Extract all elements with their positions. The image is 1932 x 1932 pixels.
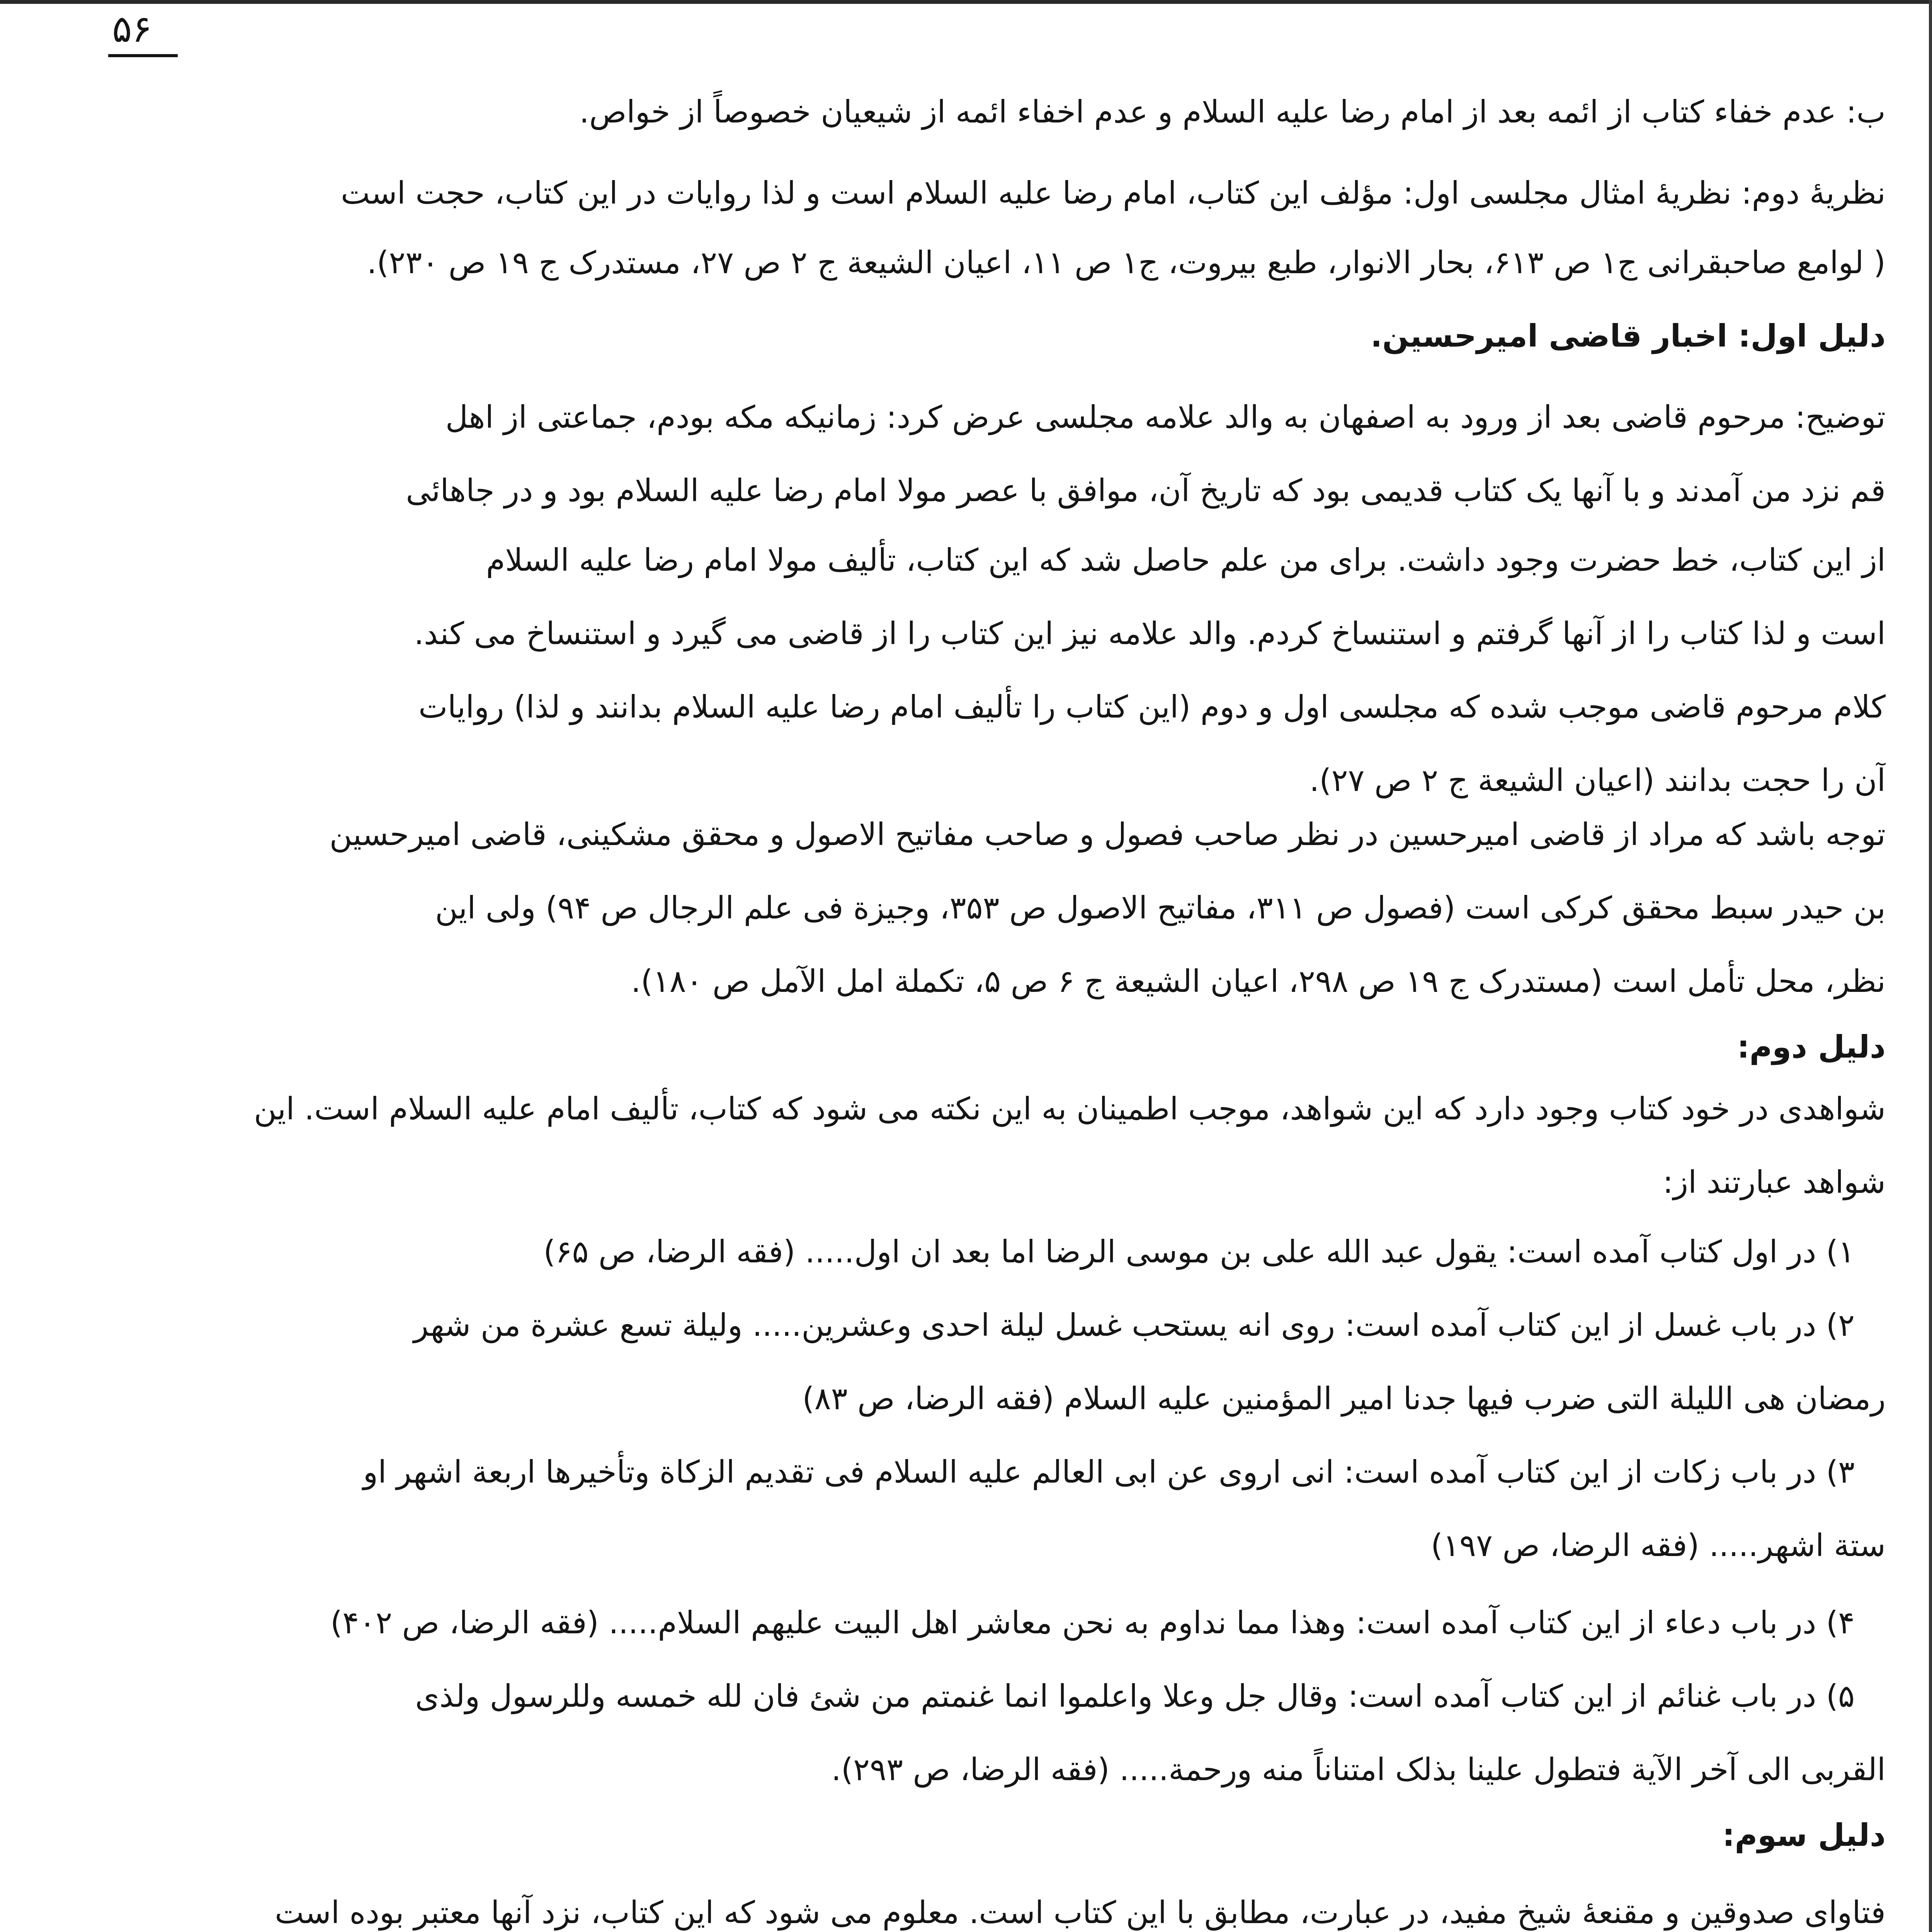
list-item: ۲) در باب غسل از این کتاب آمده است: روی انه یستحب غسل لیلة احدی وعشرین..... ولیلة تسع عشرة من شهر <box>413 1307 1855 1343</box>
text-line: نظریهٔ دوم: نظریهٔ امثال مجلسی اول: مؤلف این کتاب، امام رضا علیه السلام است و لذا روایات در این کتاب، حجت است <box>340 175 1886 211</box>
list-item: ۱) در اول کتاب آمده است: یقول عبد الله علی بن موسی الرضا اما بعد ان اول..... (فقه الرضا، ص ۶۵) <box>543 1234 1855 1270</box>
top-border <box>0 0 1932 4</box>
text-line: فتاوای صدوقین و مقنعهٔ شیخ مفید، در عبارت، مطابق با این کتاب است. معلوم می شود که این کتاب، نزد آنها معتبر بوده است <box>275 1895 1886 1930</box>
list-item: ۳) در باب زکات از این کتاب آمده است: انی اروی عن ابی العالم علیه السلام فی تقدیم الزکاة وتأخیرها اربعة اشهر او <box>363 1454 1855 1490</box>
text-line: القربی الی آخر الآیة فتطول علینا بذلک امتناناً منه ورحمة..... (فقه الرضا، ص ۲۹۳). <box>831 1752 1886 1787</box>
text-line: توجه باشد که مراد از قاضی امیرحسین در نظر صاحب فصول و صاحب مفاتیح الاصول و محقق مشکینی، قاضی امیرحسین <box>329 816 1886 852</box>
page-number: ۵۶ <box>112 7 152 51</box>
text-line: توضیح: مرحوم قاضی بعد از ورود به اصفهان به والد علامه مجلسی عرض کرد: زمانیکه مکه بودم، جماعتی از اهل <box>445 399 1886 435</box>
text-line: شواهد عبارتند از: <box>1663 1164 1886 1200</box>
text-line: قم نزد من آمدند و با آنها یک کتاب قدیمی بود که تاریخ آن، موافق با عصر مولا امام رضا علیه السلام بود و در جاهائی <box>406 473 1886 509</box>
text-line: نظر، محل تأمل است (مستدرک ج ۱۹ ص ۲۹۸، اعیان الشیعة ج ۶ ص ۵، تکملة امل الآمل ص ۱۸۰). <box>631 963 1886 999</box>
text-line: شواهدی در خود کتاب وجود دارد که این شواهد، موجب اطمینان به این نکته می شود که کتاب، تألیف امام علیه السلام است. این <box>253 1091 1886 1127</box>
section-heading: دلیل اول: اخبار قاضی امیرحسین. <box>1370 318 1886 354</box>
text-line: رمضان هی اللیلة التی ضرب فیها جدنا امیر المؤمنین علیه السلام (فقه الرضا، ص ۸۳) <box>802 1381 1886 1417</box>
text-line: ( لوامع صاحبقرانی ج۱ ص ۶۱۳، بحار الانوار، طبع بیروت، ج۱ ص ۱۱، اعیان الشیعة ج ۲ ص ۲۷، مستدرک ج ۱۹ ص ۲۳۰). <box>367 245 1886 281</box>
text-line: است و لذا کتاب را از آنها گرفتم و استنساخ کردم. والد علامه نیز این کتاب را از قاضی می گیرد و استنساخ می کند. <box>414 616 1886 651</box>
section-heading: دلیل سوم: <box>1722 1817 1886 1853</box>
page-number-underline <box>108 54 178 57</box>
list-item: ۵) در باب غنائم از این کتاب آمده است: وقال جل وعلا واعلموا انما غنمتم من شئ فان لله خمسه وللرسول ولذی <box>415 1678 1855 1714</box>
text-line: از این کتاب، خط حضرت وجود داشت. برای من علم حاصل شد که این کتاب، تألیف مولا امام رضا علیه السلام <box>486 542 1886 578</box>
right-border <box>1929 0 1932 1932</box>
text-line: ب: عدم خفاء کتاب از ائمه بعد از امام رضا علیه السلام و عدم اخفاء ائمه از شیعیان خصوصاً از خواص. <box>579 94 1886 130</box>
section-heading: دلیل دوم: <box>1737 1029 1886 1065</box>
text-line: کلام مرحوم قاضی موجب شده که مجلسی اول و دوم (این کتاب را تألیف امام رضا علیه السلام بدانند و لذا) روایات <box>418 689 1886 725</box>
text-line: ستة اشهر..... (فقه الرضا، ص ۱۹۷) <box>1430 1527 1886 1563</box>
text-line: بن حیدر سبط محقق کرکی است (فصول ص ۳۱۱، مفاتیح الاصول ص ۳۵۳، وجیزة فی علم الرجال ص ۹۴) ولی این <box>435 890 1886 926</box>
list-item: ۴) در باب دعاء از این کتاب آمده است: وهذا مما نداوم به نحن معاشر اهل البیت علیهم السلام..... (فقه الرضا، ص ۴۰۲) <box>330 1605 1855 1641</box>
text-line: آن را حجت بدانند (اعیان الشیعة ج ۲ ص ۲۷). <box>1309 762 1886 798</box>
